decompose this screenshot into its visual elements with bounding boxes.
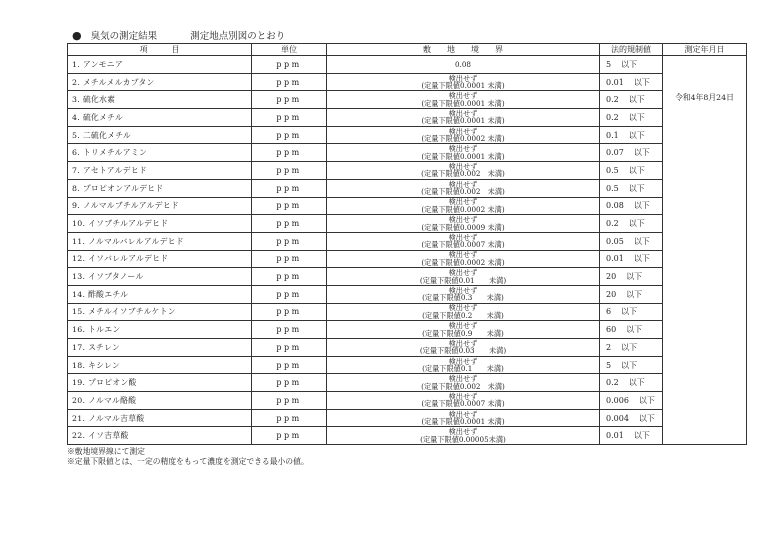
cell-unit: ppm	[252, 285, 327, 303]
boundary-result: 検出せず	[448, 91, 478, 101]
cell-item: 4. 硫化メチル	[68, 109, 252, 127]
cell-regulation	[600, 268, 663, 286]
regulation-suffix: 以下	[638, 413, 655, 423]
regulation-value: 0.2	[606, 95, 619, 105]
cell-unit: ppm	[252, 179, 327, 197]
cell-unit: ppm	[252, 232, 327, 250]
cell-boundary	[327, 232, 600, 250]
cell-regulation	[600, 179, 663, 197]
boundary-result: 検出せず	[448, 391, 478, 401]
cell-boundary	[327, 392, 600, 410]
regulation-suffix: 以下	[628, 219, 645, 229]
boundary-result: 検出せず	[448, 427, 478, 437]
cell-item: 9. ノルマルブチルアルデヒド	[68, 197, 252, 215]
footnote: ※敷地境界線にて測定	[67, 447, 145, 456]
boundary-result: 検出せず	[448, 161, 478, 171]
boundary-detection-limit: (定量下限値0.0009 未満)	[421, 222, 505, 232]
table-row	[68, 179, 747, 197]
table-row	[68, 303, 747, 321]
table-row	[68, 126, 747, 144]
regulation-suffix: 以下	[633, 431, 650, 441]
footnotes	[67, 447, 309, 466]
cell-item: 14. 酢酸エチル	[68, 285, 252, 303]
table-row	[68, 285, 747, 303]
cell-unit: ppm	[252, 91, 327, 109]
cell-boundary	[327, 374, 600, 392]
heading-subtitle: 測定地点別図のとおり	[190, 31, 286, 42]
table-row	[68, 215, 747, 233]
cell-item: 15. メチルイソブチルケトン	[68, 303, 252, 321]
cell-item: 11. ノルマルバレルアルデヒド	[68, 232, 252, 250]
cell-unit: ppm	[252, 144, 327, 162]
boundary-result: 検出せず	[448, 108, 478, 118]
cell-boundary	[327, 56, 600, 74]
regulation-suffix: 以下	[628, 130, 645, 140]
cell-unit: ppm	[252, 374, 327, 392]
table-row	[68, 268, 747, 286]
cell-unit: ppm	[252, 409, 327, 427]
cell-boundary	[327, 303, 600, 321]
regulation-suffix: 以下	[621, 342, 638, 352]
regulation-suffix: 以下	[628, 183, 645, 193]
regulation-value: 20	[606, 272, 617, 282]
cell-item: 22. イソ吉草酸	[68, 427, 252, 445]
table-row	[68, 144, 747, 162]
cell-unit: ppm	[252, 268, 327, 286]
header-date: 測定年月日	[663, 44, 747, 56]
boundary-detection-limit: (定量下限値0.0002 未満)	[421, 204, 505, 214]
regulation-suffix: 以下	[628, 165, 645, 175]
boundary-result: 検出せず	[448, 268, 478, 278]
table-row	[68, 232, 747, 250]
table-row	[68, 374, 747, 392]
regulation-value: 0.2	[606, 378, 619, 388]
boundary-result: 検出せず	[448, 303, 478, 313]
bullet-icon: ●	[72, 29, 82, 42]
regulation-suffix: 以下	[626, 289, 643, 299]
cell-item: 7. アセトアルデヒド	[68, 162, 252, 180]
boundary-detection-limit: (定量下限値0.01 未満)	[419, 275, 507, 285]
table-row	[68, 392, 747, 410]
table-row	[68, 339, 747, 357]
regulation-value: 0.05	[606, 236, 624, 246]
regulation-value: 0.5	[606, 165, 619, 175]
cell-boundary	[327, 321, 600, 339]
cell-unit: ppm	[252, 215, 327, 233]
cell-item: 21. ノルマル吉草酸	[68, 409, 252, 427]
cell-unit: ppm	[252, 126, 327, 144]
table-row	[68, 162, 747, 180]
regulation-value: 0.2	[606, 112, 619, 122]
regulation-suffix: 以下	[626, 272, 643, 282]
cell-boundary	[327, 427, 600, 445]
boundary-detection-limit: (定量下限値0.0001 未満)	[421, 98, 505, 108]
cell-regulation	[600, 56, 663, 74]
cell-regulation	[600, 162, 663, 180]
table-header-row	[68, 44, 747, 56]
boundary-detection-limit: (定量下限値0.03 未満)	[419, 346, 507, 356]
table-row	[68, 250, 747, 268]
boundary-result: 検出せず	[448, 197, 478, 207]
regulation-suffix: 以下	[633, 201, 650, 211]
regulation-suffix: 以下	[638, 395, 655, 405]
boundary-result: 検出せず	[448, 285, 478, 295]
cell-unit: ppm	[252, 321, 327, 339]
cell-item: 3. 硫化水素	[68, 91, 252, 109]
regulation-value: 20	[606, 289, 617, 299]
cell-regulation	[600, 126, 663, 144]
regulation-value: 0.01	[606, 431, 624, 441]
boundary-detection-limit: (定量下限値0.0007 未満)	[421, 240, 505, 250]
regulation-value: 6	[606, 307, 612, 317]
regulation-suffix: 以下	[633, 254, 650, 264]
boundary-result: 検出せず	[448, 409, 478, 419]
table-row	[68, 109, 747, 127]
cell-regulation	[600, 197, 663, 215]
boundary-result: 検出せず	[448, 144, 478, 154]
boundary-detection-limit: (定量下限値0.0001 未満)	[421, 151, 505, 161]
cell-item: 8. プロピオンアルデヒド	[68, 179, 252, 197]
regulation-suffix: 以下	[628, 95, 645, 105]
cell-unit: ppm	[252, 197, 327, 215]
cell-unit: ppm	[252, 303, 327, 321]
boundary-result: 検出せず	[448, 321, 478, 331]
header-regulation: 法的規制値	[600, 44, 663, 56]
boundary-result: 検出せず	[448, 215, 478, 225]
regulation-value: 0.2	[606, 219, 619, 229]
cell-boundary	[327, 144, 600, 162]
regulation-suffix: 以下	[621, 360, 638, 370]
boundary-detection-limit: (定量下限値0.0002 未満)	[421, 134, 505, 144]
cell-boundary	[327, 197, 600, 215]
cell-regulation	[600, 321, 663, 339]
boundary-detection-limit: (定量下限値0.3 未満)	[422, 293, 504, 303]
cell-unit: ppm	[252, 427, 327, 445]
regulation-suffix: 以下	[633, 77, 650, 87]
header-item: 項 目	[68, 44, 252, 56]
cell-boundary	[327, 356, 600, 374]
cell-unit: ppm	[252, 73, 327, 91]
boundary-detection-limit: (定量下限値0.00005未満)	[420, 434, 506, 444]
cell-boundary	[327, 179, 600, 197]
table-row	[68, 356, 747, 374]
cell-boundary	[327, 285, 600, 303]
regulation-suffix: 以下	[633, 236, 650, 246]
cell-boundary	[327, 126, 600, 144]
table-row	[68, 321, 747, 339]
cell-item: 17. スチレン	[68, 339, 252, 357]
regulation-value: 0.004	[606, 413, 629, 423]
cell-item: 10. イソブチルアルデヒド	[68, 215, 252, 233]
cell-regulation	[600, 374, 663, 392]
cell-item: 19. プロピオン酸	[68, 374, 252, 392]
cell-item: 20. ノルマル酪酸	[68, 392, 252, 410]
boundary-result: 検出せず	[448, 73, 478, 83]
cell-item: 18. キシレン	[68, 356, 252, 374]
boundary-result: 検出せず	[448, 338, 478, 348]
cell-regulation	[600, 215, 663, 233]
regulation-suffix: 以下	[628, 378, 645, 388]
regulation-suffix: 以下	[621, 59, 638, 69]
regulation-value: 0.1	[606, 130, 619, 140]
regulation-value: 0.01	[606, 254, 624, 264]
heading-title: 臭気の測定結果	[90, 31, 158, 42]
cell-boundary	[327, 91, 600, 109]
boundary-result: 検出せず	[448, 374, 478, 384]
cell-unit: ppm	[252, 250, 327, 268]
cell-item: 6. トリメチルアミン	[68, 144, 252, 162]
regulation-value: 0.01	[606, 77, 624, 87]
boundary-detection-limit: (定量下限値0.2 未満)	[422, 310, 504, 320]
regulation-value: 5	[606, 59, 612, 69]
cell-regulation	[600, 427, 663, 445]
regulation-suffix: 以下	[633, 148, 650, 158]
regulation-suffix: 以下	[628, 112, 645, 122]
cell-regulation	[600, 73, 663, 91]
regulation-value: 0.08	[606, 201, 624, 211]
regulation-suffix: 以下	[621, 307, 638, 317]
cell-unit: ppm	[252, 392, 327, 410]
boundary-result: 検出せず	[448, 126, 478, 136]
boundary-detection-limit: (定量下限値0.0007 未満)	[421, 399, 505, 409]
table-body	[68, 56, 747, 445]
cell-boundary	[327, 409, 600, 427]
cell-regulation	[600, 91, 663, 109]
cell-unit: ppm	[252, 56, 327, 74]
cell-regulation	[600, 339, 663, 357]
boundary-detection-limit: (定量下限値0.002 未満)	[421, 381, 505, 391]
cell-regulation	[600, 250, 663, 268]
cell-item: 2. メチルメルカプタン	[68, 73, 252, 91]
boundary-detection-limit: (定量下限値0.0001 未満)	[421, 417, 505, 427]
cell-unit: ppm	[252, 162, 327, 180]
cell-boundary	[327, 109, 600, 127]
cell-item: 5. 二硫化メチル	[68, 126, 252, 144]
cell-boundary	[327, 162, 600, 180]
cell-boundary	[327, 339, 600, 357]
cell-regulation	[600, 109, 663, 127]
boundary-detection-limit: (定量下限値0.002 未満)	[421, 169, 505, 179]
regulation-value: 0.006	[606, 395, 629, 405]
cell-unit: ppm	[252, 356, 327, 374]
table-row	[68, 91, 747, 109]
regulation-value: 0.07	[606, 148, 624, 158]
boundary-detection-limit: (定量下限値0.002 未満)	[421, 187, 505, 197]
cell-item: 12. イソバレルアルデヒド	[68, 250, 252, 268]
boundary-detection-limit: (定量下限値0.0001 未満)	[421, 81, 505, 91]
cell-regulation	[600, 356, 663, 374]
regulation-value: 60	[606, 325, 617, 335]
boundary-result: 検出せず	[448, 356, 478, 366]
cell-boundary	[327, 268, 600, 286]
cell-regulation	[600, 144, 663, 162]
cell-regulation	[600, 409, 663, 427]
header-unit: 単位	[252, 44, 327, 56]
table-row	[68, 409, 747, 427]
regulation-value: 2	[606, 342, 612, 352]
cell-measurement-date: 令和4年8月24日	[663, 56, 747, 445]
section-heading	[72, 28, 285, 42]
cell-item: 16. トルエン	[68, 321, 252, 339]
cell-regulation	[600, 232, 663, 250]
boundary-result: 検出せず	[448, 250, 478, 260]
regulation-value: 0.5	[606, 183, 619, 193]
cell-boundary	[327, 215, 600, 233]
table-row	[68, 427, 747, 445]
footnote: ※定量下限値とは、一定の精度をもって濃度を測定できる最小の値。	[67, 456, 309, 466]
header-boundary: 敷 地 境 界	[327, 44, 600, 56]
table-row	[68, 197, 747, 215]
boundary-detection-limit: (定量下限値0.0001 未満)	[421, 116, 505, 126]
cell-item: 13. イソブタノール	[68, 268, 252, 286]
table-row	[68, 56, 747, 74]
regulation-value: 5	[606, 360, 612, 370]
cell-regulation	[600, 303, 663, 321]
cell-regulation	[600, 392, 663, 410]
boundary-result: 0.08	[454, 59, 471, 69]
boundary-result: 検出せず	[448, 179, 478, 189]
cell-item: 1. アンモニア	[68, 56, 252, 74]
cell-boundary	[327, 250, 600, 268]
cell-boundary	[327, 73, 600, 91]
odor-results-table	[67, 43, 747, 445]
regulation-suffix: 以下	[626, 325, 643, 335]
cell-unit: ppm	[252, 339, 327, 357]
boundary-detection-limit: (定量下限値0.1 未満)	[422, 364, 504, 374]
boundary-detection-limit: (定量下限値0.9 未満)	[422, 328, 504, 338]
cell-regulation	[600, 285, 663, 303]
table-row	[68, 73, 747, 91]
boundary-result: 検出せず	[448, 232, 478, 242]
boundary-detection-limit: (定量下限値0.0002 未満)	[421, 257, 505, 267]
cell-unit: ppm	[252, 109, 327, 127]
